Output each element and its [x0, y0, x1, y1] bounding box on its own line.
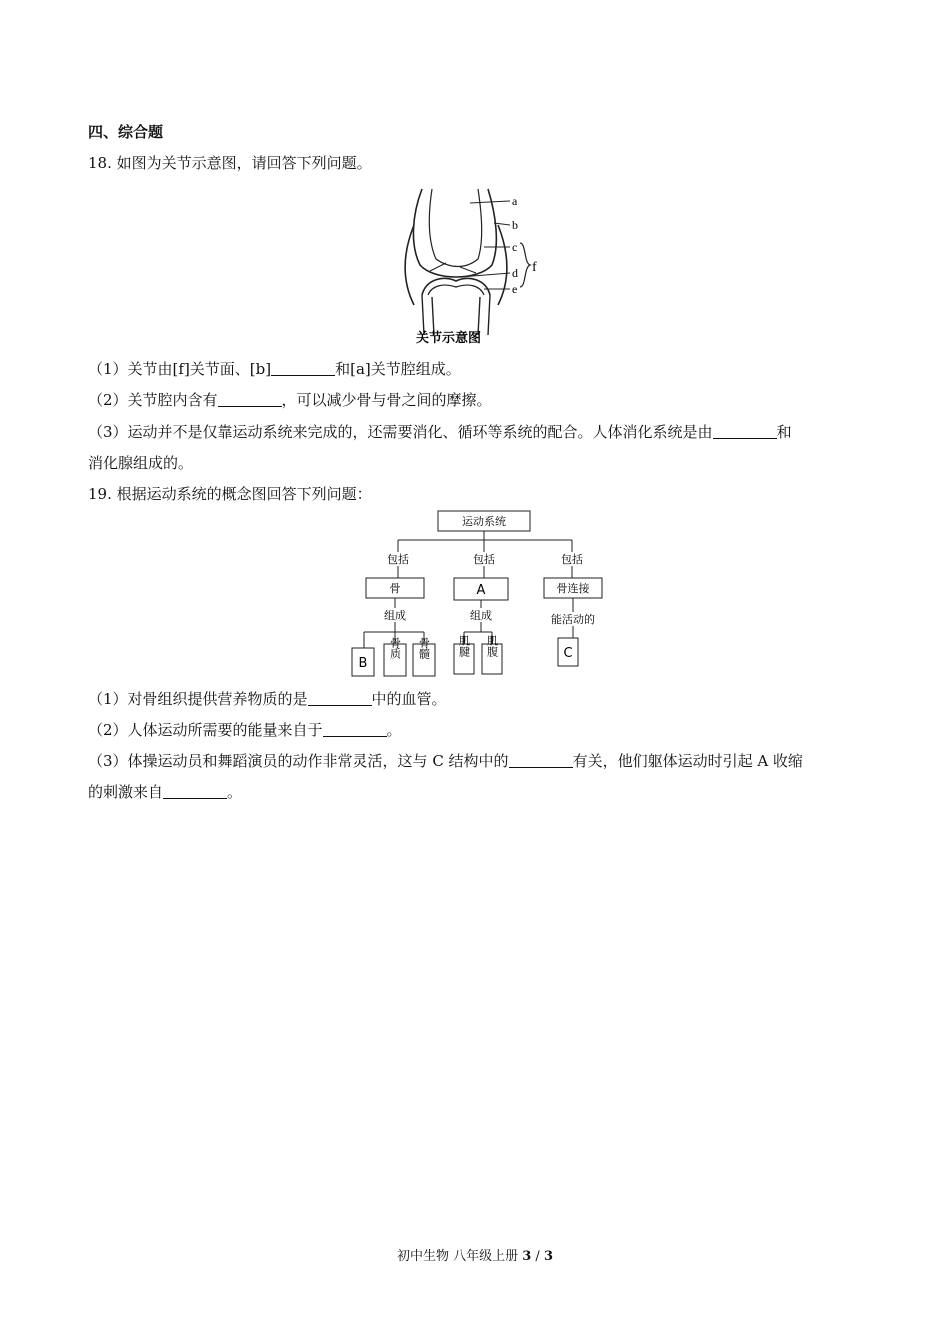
node-A: A: [476, 583, 486, 598]
q19-item-4-post: 。: [227, 783, 243, 801]
node-muscle-belly: 肌腹: [485, 635, 499, 657]
answer-blank: [713, 424, 777, 439]
label-c: c: [512, 240, 518, 254]
label-a: a: [512, 194, 518, 208]
label-f: f: [532, 260, 537, 275]
q19-item-3-pre: （3）体操运动员和舞蹈演员的动作非常灵活，这与 C 结构中的: [88, 752, 509, 770]
q18-item-3-cont: 消化腺组成的。: [88, 454, 194, 472]
q19-item-3-post: 有关，他们躯体运动时引起 A 收缩: [572, 752, 803, 770]
q18-item-1: [88, 358, 461, 379]
q19-stem: 19. 根据运动系统的概念图回答下列问题：: [88, 485, 372, 503]
node-C: C: [563, 646, 573, 661]
q19-item-1-pre: （1）对骨组织提供营养物质的是: [88, 690, 308, 708]
link-include-2: 包括: [473, 553, 495, 566]
q19-item-1-post: 中的血管。: [371, 690, 447, 708]
node-bone: 骨: [389, 582, 401, 595]
node-joint: 骨连接: [556, 582, 590, 595]
footer-sep: /: [531, 1249, 544, 1264]
q18-item-1-mid: 和[a]关节腔组成。: [335, 360, 461, 378]
footer-text: 初中生物 八年级上册: [396, 1249, 523, 1264]
page-footer: [0, 1245, 950, 1264]
link-compose-1: 组成: [384, 609, 406, 622]
footer-total: 3: [543, 1249, 553, 1264]
concept-map: [340, 508, 620, 680]
answer-blank: [163, 784, 227, 799]
q19-item-4-pre: 的刺激来自: [88, 783, 164, 801]
root-node: 运动系统: [462, 515, 506, 528]
figure-caption: 关节示意图: [416, 331, 482, 346]
answer-blank: [323, 722, 387, 737]
q19-item-3-cont: [88, 781, 242, 802]
label-e: e: [512, 282, 518, 296]
answer-blank: [218, 392, 282, 407]
link-include-1: 包括: [387, 553, 409, 566]
joint-diagram: [400, 185, 550, 347]
answer-blank: [271, 361, 335, 376]
node-marrow: 骨髓: [417, 637, 431, 659]
label-d: d: [512, 266, 518, 280]
node-bone-substance: 骨质: [388, 637, 402, 659]
q18-item-2-mid: ，可以减少骨与骨之间的摩擦。: [281, 391, 492, 409]
link-movable: 能活动的: [551, 613, 595, 626]
q19-item-2-post: 。: [386, 721, 402, 739]
section-heading: 四、综合题: [88, 123, 164, 141]
q19-item-3: [88, 750, 803, 771]
node-tendon: 肌腱: [457, 635, 471, 657]
link-compose-2: 组成: [470, 609, 492, 622]
footer-page: 3: [522, 1249, 532, 1264]
q18-item-3: [88, 421, 792, 442]
q18-stem: 18. 如图为关节示意图，请回答下列问题。: [88, 154, 372, 172]
answer-blank: [308, 691, 372, 706]
q19-item-2-pre: （2）人体运动所需要的能量来自于: [88, 721, 323, 739]
q19-item-1: [88, 688, 447, 709]
q18-item-2-pre: （2）关节腔内含有: [88, 391, 218, 409]
link-include-3: 包括: [561, 553, 583, 566]
q19-item-2: [88, 719, 402, 740]
q18-item-2: [88, 389, 492, 410]
q18-item-3-mid: 和: [776, 423, 792, 441]
answer-blank: [509, 753, 573, 768]
q18-item-1-pre: （1）关节由[f]关节面、[b]: [88, 360, 272, 378]
label-b: b: [512, 218, 518, 232]
q18-item-3-pre: （3）运动并不是仅靠运动系统来完成的，还需要消化、循环等系统的配合。人体消化系统是由: [88, 423, 713, 441]
node-B: B: [358, 656, 368, 671]
